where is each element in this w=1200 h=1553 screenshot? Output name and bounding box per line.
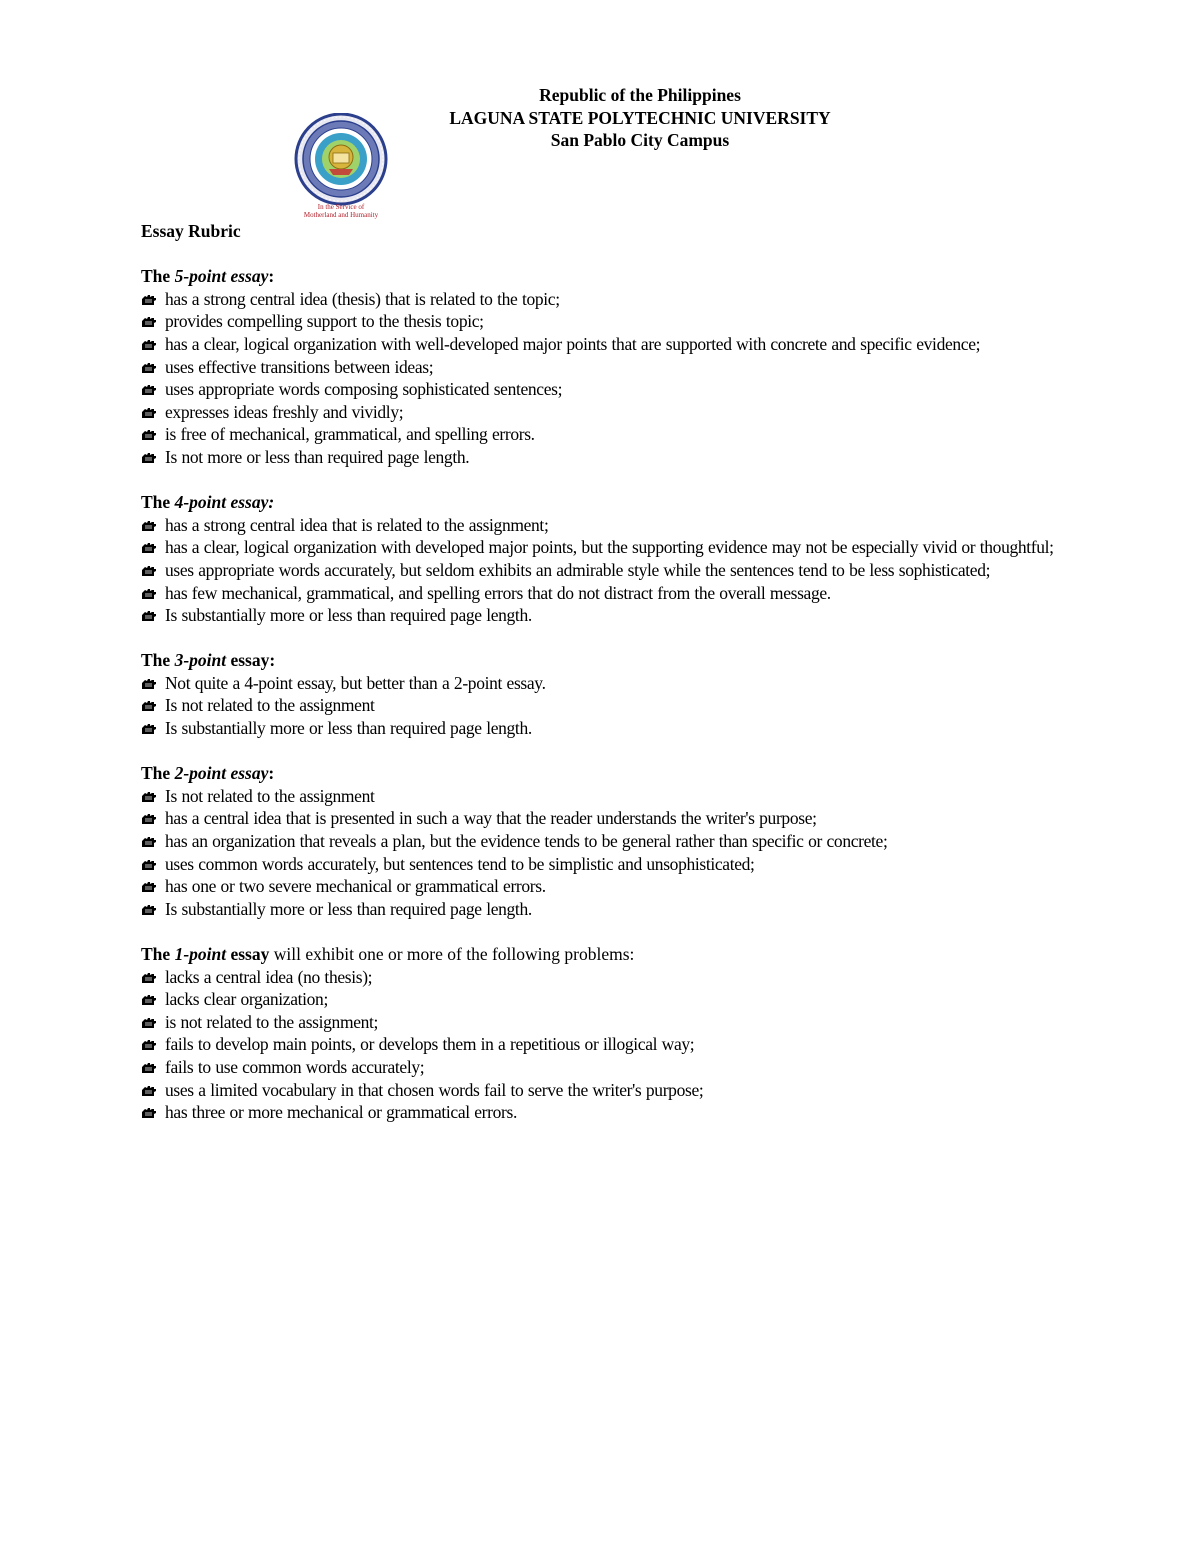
criteria-text: lacks a central idea (no thesis); xyxy=(165,966,373,987)
university-seal-icon xyxy=(293,113,393,219)
rubric-section xyxy=(141,943,1141,1124)
heading-prefix: The xyxy=(141,492,175,513)
criteria-text: is free of mechanical, grammatical, and spelling errors. xyxy=(165,424,535,445)
writing-hand-icon xyxy=(141,881,157,893)
writing-hand-icon xyxy=(141,407,157,419)
criteria-text: has a strong central idea that is related to the assignment; xyxy=(165,514,549,535)
rubric-section xyxy=(141,649,1141,739)
writing-hand-icon xyxy=(141,836,157,848)
seal-caption-line-1: In the Service of xyxy=(317,203,365,211)
heading-description: will exhibit one or more of the following problems: xyxy=(269,944,635,964)
criteria-item xyxy=(141,898,1141,921)
criteria-text: Is not related to the assignment xyxy=(165,785,375,806)
heading-suffix: essay: xyxy=(226,650,276,671)
criteria-text: has a strong central idea (thesis) that is related to the topic; xyxy=(165,288,560,309)
criteria-item xyxy=(141,1079,1141,1102)
writing-hand-icon xyxy=(141,791,157,803)
writing-hand-icon xyxy=(141,565,157,577)
criteria-text: has a clear, logical organization with well-developed major points that are supported with concrete and specific evidence; xyxy=(165,333,981,354)
writing-hand-icon xyxy=(141,904,157,916)
rubric-sections xyxy=(141,265,1141,1124)
criteria-item xyxy=(141,559,1141,582)
criteria-item xyxy=(141,423,1141,446)
criteria-item xyxy=(141,785,1141,808)
criteria-item xyxy=(141,288,1141,311)
criteria-item xyxy=(141,333,1141,356)
criteria-item xyxy=(141,853,1141,876)
criteria-item xyxy=(141,717,1141,740)
heading-score: 2-point essay xyxy=(174,763,269,784)
writing-hand-icon xyxy=(141,339,157,351)
writing-hand-icon xyxy=(141,1062,157,1074)
criteria-text: uses appropriate words composing sophisticated sentences; xyxy=(165,379,563,400)
writing-hand-icon xyxy=(141,1039,157,1051)
criteria-item xyxy=(141,694,1141,717)
section-heading xyxy=(141,649,1141,672)
heading-score: 1-point xyxy=(174,944,227,964)
writing-hand-icon xyxy=(141,813,157,825)
writing-hand-icon xyxy=(141,972,157,984)
document-title: Essay Rubric xyxy=(141,221,241,241)
criteria-text: uses appropriate words accurately, but seldom exhibits an admirable style while the sentences tend to be less sophisticated; xyxy=(165,559,991,580)
section-heading xyxy=(141,265,1141,288)
writing-hand-icon xyxy=(141,316,157,328)
writing-hand-icon xyxy=(141,362,157,374)
criteria-text: has one or two severe mechanical or grammatical errors. xyxy=(165,876,546,897)
criteria-text: has a clear, logical organization with developed major points, but the supporting evidence may not be especially vivid or thoughtful; xyxy=(165,537,1054,558)
writing-hand-icon xyxy=(141,429,157,441)
rubric-content xyxy=(141,220,1141,1124)
rubric-section xyxy=(141,762,1141,920)
criteria-text: has three or more mechanical or grammatical errors. xyxy=(165,1102,518,1123)
writing-hand-icon xyxy=(141,1017,157,1029)
heading-prefix: The xyxy=(141,266,175,287)
criteria-text: Not quite a 4-point essay, but better than a 2-point essay. xyxy=(165,672,546,693)
institution-header xyxy=(0,84,1200,152)
criteria-text: expresses ideas freshly and vividly; xyxy=(165,401,404,422)
criteria-item xyxy=(141,1101,1141,1124)
writing-hand-icon xyxy=(141,723,157,735)
criteria-text: Is not related to the assignment xyxy=(165,695,375,716)
criteria-text: uses effective transitions between ideas; xyxy=(165,356,434,377)
criteria-item xyxy=(141,807,1141,830)
heading-suffix: : xyxy=(268,763,275,784)
writing-hand-icon xyxy=(141,610,157,622)
writing-hand-icon xyxy=(141,588,157,600)
criteria-item xyxy=(141,582,1141,605)
criteria-text: fails to develop main points, or develops them in a repetitious or illogical way; xyxy=(165,1034,695,1055)
university-seal-logo xyxy=(293,113,393,219)
criteria-text: uses a limited vocabulary in that chosen words fail to serve the writer's purpose; xyxy=(165,1079,704,1100)
writing-hand-icon xyxy=(141,294,157,306)
criteria-item xyxy=(141,310,1141,333)
criteria-text: is not related to the assignment; xyxy=(165,1011,379,1032)
heading-prefix: The xyxy=(141,944,175,964)
seal-caption-line-2: Motherland and Humanity xyxy=(303,211,379,219)
section-heading xyxy=(141,943,1141,966)
criteria-list xyxy=(141,672,1141,740)
criteria-text: uses common words accurately, but sentences tend to be simplistic and unsophisticated; xyxy=(165,853,755,874)
criteria-item xyxy=(141,446,1141,469)
country-line: Republic of the Philippines xyxy=(539,85,741,105)
heading-suffix: : xyxy=(268,266,275,287)
criteria-item xyxy=(141,356,1141,379)
criteria-text: has an organization that reveals a plan, but the evidence tends to be general rather than specific or concrete; xyxy=(165,831,888,852)
criteria-item xyxy=(141,1033,1141,1056)
criteria-text: Is substantially more or less than required page length. xyxy=(165,718,532,739)
heading-prefix: The xyxy=(141,650,175,671)
criteria-item xyxy=(141,988,1141,1011)
criteria-text: Is not more or less than required page length. xyxy=(165,446,470,467)
heading-suffix: essay xyxy=(226,944,270,964)
criteria-item xyxy=(141,401,1141,424)
criteria-item xyxy=(141,378,1141,401)
section-heading xyxy=(141,491,1141,514)
criteria-text: fails to use common words accurately; xyxy=(165,1056,425,1077)
criteria-text: provides compelling support to the thesis topic; xyxy=(165,311,484,332)
writing-hand-icon xyxy=(141,1107,157,1119)
criteria-text: has a central idea that is presented in such a way that the reader understands the writer's purpose; xyxy=(165,808,817,829)
writing-hand-icon xyxy=(141,384,157,396)
criteria-text: Is substantially more or less than required page length. xyxy=(165,898,532,919)
criteria-item xyxy=(141,604,1141,627)
campus-name: San Pablo City Campus xyxy=(550,130,730,150)
criteria-list xyxy=(141,288,1141,469)
criteria-item xyxy=(141,1056,1141,1079)
writing-hand-icon xyxy=(141,700,157,712)
rubric-section xyxy=(141,491,1141,627)
criteria-text: Is substantially more or less than required page length. xyxy=(165,605,532,626)
writing-hand-icon xyxy=(141,678,157,690)
criteria-text: lacks clear organization; xyxy=(165,989,328,1010)
writing-hand-icon xyxy=(141,994,157,1006)
criteria-list xyxy=(141,966,1141,1124)
writing-hand-icon xyxy=(141,542,157,554)
criteria-item xyxy=(141,672,1141,695)
criteria-item xyxy=(141,514,1141,537)
criteria-item xyxy=(141,966,1141,989)
rubric-section xyxy=(141,265,1141,468)
criteria-item xyxy=(141,536,1141,559)
section-heading xyxy=(141,762,1141,785)
heading-score: 4-point essay: xyxy=(174,492,275,513)
criteria-text: has few mechanical, grammatical, and spelling errors that do not distract from the overall message. xyxy=(165,582,831,603)
heading-prefix: The xyxy=(141,763,175,784)
criteria-item xyxy=(141,875,1141,898)
heading-score: 3-point xyxy=(174,650,227,671)
writing-hand-icon xyxy=(141,859,157,871)
criteria-list xyxy=(141,785,1141,921)
criteria-list xyxy=(141,514,1141,627)
writing-hand-icon xyxy=(141,452,157,464)
university-name: LAGUNA STATE POLYTECHNIC UNIVERSITY xyxy=(449,107,831,128)
writing-hand-icon xyxy=(141,1085,157,1097)
writing-hand-icon xyxy=(141,520,157,532)
heading-score: 5-point essay xyxy=(174,266,269,287)
criteria-item xyxy=(141,830,1141,853)
criteria-item xyxy=(141,1011,1141,1034)
